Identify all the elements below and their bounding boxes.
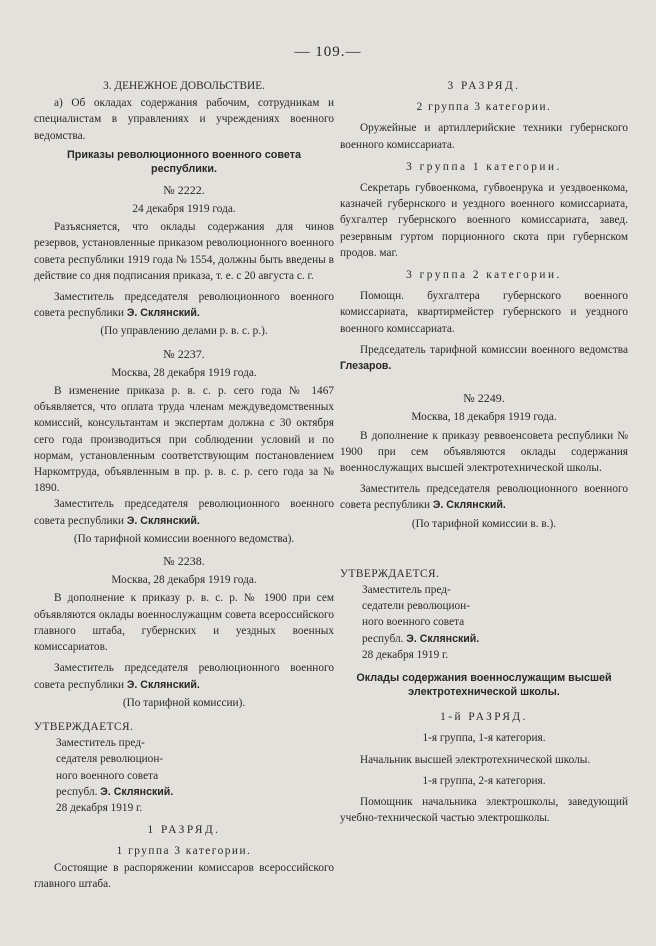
approval-line: седатели революцион-: [362, 600, 470, 613]
group-heading: 1-я группа, 2-я категория.: [422, 774, 546, 787]
signature-name: Э. Склянский.: [126, 307, 200, 320]
group-heading: 2 группа 3 категории.: [416, 101, 552, 114]
order-note: (По тарифной комиссии).: [122, 696, 246, 709]
chair-signature: [340, 342, 628, 374]
group-heading: 3 группа 2 категории.: [406, 269, 562, 282]
orders-heading: Приказы революционного военного совета республики.: [66, 148, 301, 175]
approval-line: Заместитель пред-: [362, 584, 451, 597]
chair-text: Председатель тарифной комиссии военного ведомства: [360, 343, 628, 356]
approval-line: [362, 631, 628, 647]
chair-name: Глезаров.: [340, 360, 392, 373]
approval-line: ного военного совета: [56, 769, 159, 782]
order-number: № 2222.: [163, 182, 205, 197]
order-text: Разъясняется, что оклады содержания для чинов резервов, установленные приказом революционного военного совета республики 1919 года № 1554, должны быть введены в действие со дня подписания приказа, т. е. с 20 августа с. г.: [34, 221, 334, 282]
approval-line: [56, 784, 334, 800]
group-heading: 1-я группа, 1-я категория.: [422, 732, 546, 745]
group-heading: 1 группа 3 категории.: [116, 845, 252, 858]
subsection-text: а) Об окладах содержания рабочим, сотрудникам и специалистам в управлениях и учреждениях военного ведомства.: [34, 97, 334, 142]
approval-name: Э. Склянский.: [406, 632, 480, 645]
order-date: Москва, 28 декабря 1919 года.: [111, 574, 257, 587]
approval-name: Э. Склянский.: [100, 785, 174, 798]
group-text: Секретарь губвоенкома, губвоенрука и уездвоенкома, казначей губернского и уездного военного комиссариата, бухгалтер губернского военного комиссариата, завед. резервным гуртом порционного скота при губернском продов. маг.: [340, 182, 628, 259]
signature-name: Э. Склянский.: [432, 499, 506, 512]
order-text: В дополнение к приказу реввоенсовета республики № 1900 при сем объявляются оклады содержания военнослужащих высшей электротехнической школы.: [340, 429, 628, 475]
group-text: Оружейные и артиллерийские техники губернского военного комиссариата.: [340, 122, 628, 151]
signature-text: Заместитель председателя революционного военного совета республики: [34, 662, 334, 691]
group-heading: 3 группа 1 категории.: [406, 160, 562, 173]
signature-text: Заместитель председателя революционного военного совета республики: [34, 291, 334, 320]
group-text: Начальник высшей электротехнической школы.: [360, 753, 591, 766]
approval-line-text: республ.: [56, 785, 98, 798]
signature-text: Заместитель председателя революционного военного совета республики: [34, 498, 334, 527]
order-signature: [34, 496, 334, 528]
order-text: В дополнение к приказу р. в. с. р. № 1900 при сем объявляются оклады военнослужащим совета всероссийского главного штаба, губернских и уездных военных комиссариатов.: [34, 592, 334, 654]
rank-heading: 1 РАЗРЯД.: [147, 824, 221, 837]
order-number: № 2238.: [163, 554, 205, 569]
order-date: Москва, 18 декабря 1919 года.: [411, 411, 557, 424]
order-note: (По тарифной комиссии в. в.).: [411, 517, 557, 530]
left-column: [34, 78, 334, 892]
order-text: В изменение приказа р. в. с. р. сего года № 1467 объявляется, что оплата труда членам междуведомственных комиссий, консультантам и экспертам должна с 30 октября сего года производиться при соблюдении условий и по нормам, установленным соответствующим постановлением Наркомтруда, объявленным в пр. р. в. с. р. сего года за № 1890.: [34, 385, 334, 495]
order-number: № 2249.: [463, 391, 505, 406]
signature-name: Э. Склянский.: [126, 514, 200, 527]
approval-date: 28 декабря 1919 г.: [56, 801, 143, 814]
order-signature: [340, 481, 628, 513]
order-date: 24 декабря 1919 года.: [132, 203, 236, 216]
approval-header: УТВЕРЖДАЕТСЯ.: [34, 720, 134, 733]
approval-line: седателя революцион-: [56, 753, 164, 766]
rank-heading: 3 РАЗРЯД.: [447, 80, 521, 92]
signature-text: Заместитель председателя революционного военного совета республики: [340, 483, 628, 512]
order-signature: [34, 660, 334, 692]
order-signature: [34, 289, 334, 321]
group-text: Состоящие в распоряжении комиссаров всероссийского главного штаба.: [34, 861, 334, 890]
section-title: 3. ДЕНЕЖНОЕ ДОВОЛЬСТВИЕ.: [103, 80, 265, 92]
order-note: (По управлению делами р. в. с. р.).: [100, 325, 268, 338]
approval-date: 28 декабря 1919 г.: [362, 648, 449, 661]
group-text: Помощник начальника электрошколы, заведующий учебно-технической частью электрошколы.: [340, 795, 628, 825]
group-text: Помощн. бухгалтера губернского военного комиссариата, квартирмейстер губернского и уездного военного комиссариата.: [340, 290, 628, 335]
approval-block: [34, 735, 334, 816]
order-number: № 2237.: [163, 346, 205, 361]
signature-name: Э. Склянский.: [126, 678, 200, 691]
order-date: Москва, 28 декабря 1919 года.: [111, 366, 257, 379]
right-column: [340, 78, 628, 826]
order-note: (По тарифной комиссии военного ведомства).: [73, 532, 295, 545]
approval-line-text: республ.: [362, 632, 404, 645]
rank-heading: 1-й РАЗРЯД.: [440, 711, 528, 724]
approval-line: Заместитель пред-: [56, 737, 145, 750]
approval-block: [340, 582, 628, 663]
page-number: — 109.—: [294, 44, 362, 60]
salary-heading: Оклады содержания военнослужащим высшей электротехнической школы.: [356, 672, 612, 699]
approval-line: ного военного совета: [362, 616, 465, 629]
approval-header: УТВЕРЖДАЕТСЯ.: [340, 567, 440, 580]
